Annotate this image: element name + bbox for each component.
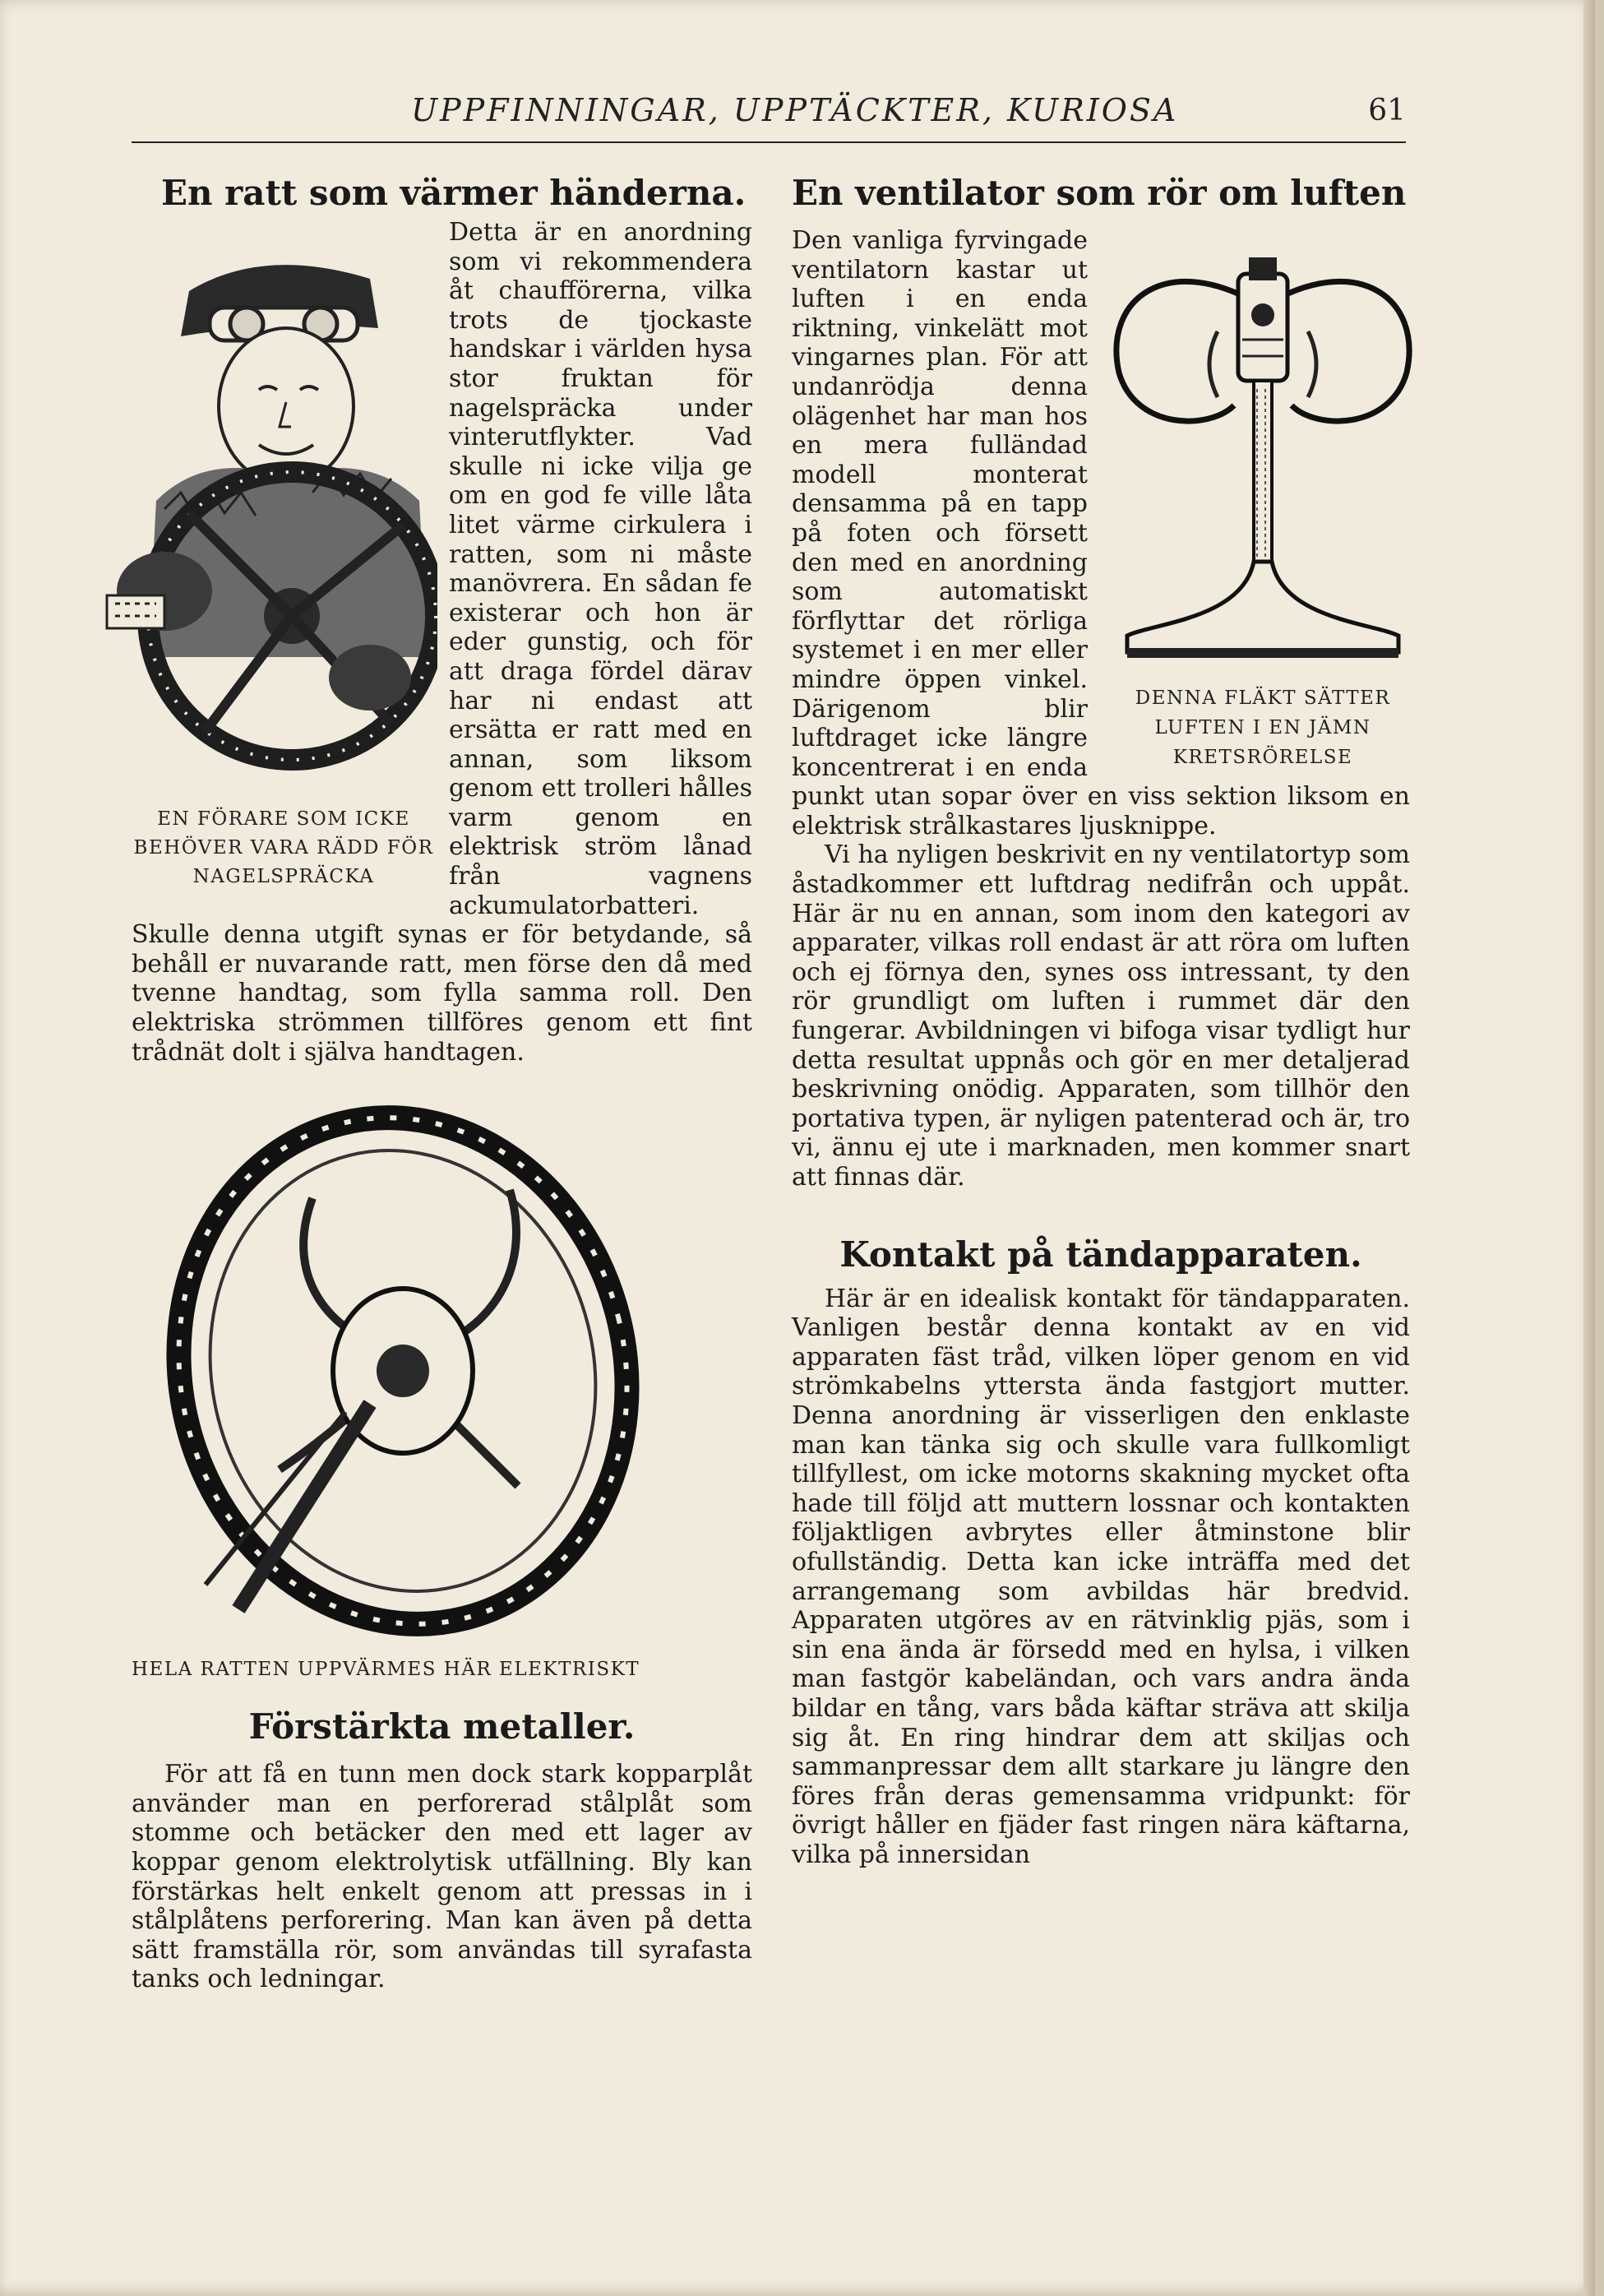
contact-article-text: Här är en idealisk kontakt för tändapparaten. Vanligen består denna kontakt av en vid apparaten fäst tråd, vilken löper genom en vid strömkabelns yttersta ända fastgjort mutter. Denna anordning är visserligen den enklaste man kan tänka sig och skulle vara fullkomligt tillfyllest, om icke motorns skakning mycket ofta hade till följd att muttern lossnar och kontakten följaktligen avbrytes eller åtminstone blir ofullständig. Detta kan icke inträffa med det arrangemang som avbildas här bredvid. Apparaten utgöres av en rätvinklig pjäs, som i sin ena ända är försedd med en hylsa, i vilken man fastgör kabeländan, och vars andra ända bildar en tång, vars båda käftar sträva att skilja sig åt. En ring hindrar dem att skiljas och sammanpressar dem allt starkare ju längre den föres från deras gemensamma vridpunkt: för övrigt håller en fjäder fast ringen nära käftarna, vilka på innersidan: [792, 1284, 1410, 1869]
driver-figure: [99, 229, 437, 891]
metals-article-title: Förstärkta metaller.: [248, 1706, 636, 1747]
fan-article-text-2: Vi ha nyligen beskrivit en ny ventilatortyp som åstadkommer ett luftdrag nedifrån och uppåt. Här är nu en annan, som inom den kategori av apparater, vilkas roll endast är att röra om luften och ej förnya den, synes oss intressant, ty den rör grundligt om luften i rummet där den fungerar. Avbildningen vi bifoga visar tydligt hur detta resultat uppnås och gör en mer detaljerad beskrivning onödig. Apparaten, som tillhör den portativa typen, är nyligen patenterad och är, tro vi, ännu ej ute i marknaden, men kommer snart att finnas där.: [792, 840, 1410, 1192]
running-head: [132, 92, 1406, 143]
fan-article-title: En ventilator som rör om luften: [792, 173, 1407, 213]
steering-article-text: Detta är en anordning som vi rekommendera åt chaufförerna, vilka trots de tjockaste handskar i världen hysa stor fruktan för nagelspräcka under vinterutflykter. Vad skulle ni icke vilja ge om en god fe ville låta litet värme cirkulera i ratten, som ni måste manövrera. En sådan fe existerar och hon är eder gunstig, och för att draga fördel därav har ni endast att ersätta er ratt med en annan, som liksom genom ett trolleri hålles varm genom en elektrisk ström lånad från vagnens ackumulatorbatteri. Skulle denna utgift synas er för betydande, så behåll er nuvarande ratt, men förse den då med tvenne handtag, som fylla samma roll. Den elektriska strömmen tillföres genom ett fint trådnät dolt i själva handtagen.: [132, 218, 752, 1067]
steering-article-title: En ratt som värmer händerna.: [161, 173, 747, 213]
running-head-title: UPPFINNINGAR, UPPTÄCKTER, KURIOSA: [411, 92, 1179, 128]
fan-figure: [1102, 233, 1423, 772]
heated-wheel-illustration: [132, 1091, 752, 1650]
driver-caption: EN FÖRARE SOM ICKE BEHÖVER VARA RÄDD FÖR NAGELSPRÄCKA: [133, 808, 434, 887]
right-column: [792, 169, 1410, 1869]
wheel-caption: HELA RATTEN UPPVÄRMES HÄR ELEKTRISKT: [132, 1659, 640, 1681]
driver-illustration: [99, 229, 437, 805]
fan-caption: DENNA FLÄKT SÄTTER LUFTEN I EN JÄMN KRETSRÖRELSE: [1135, 687, 1391, 768]
page-number: 61: [1368, 94, 1406, 127]
wheel-figure: [132, 1091, 752, 1684]
left-column: [132, 169, 752, 1994]
contact-article-title: Kontakt på tändapparaten.: [839, 1234, 1362, 1275]
metals-article-text: För att få en tunn men dock stark kopparplåt använder man en perforerad stålplåt som stomme och betäcker den med ett lager av koppar genom elektrolytisk utfällning. Bly kan förstärkas helt enkelt genom att pressas in i stålplåtens perforering. Man kan även på detta sätt framställa rör, som användas till syrafasta tanks och ledningar.: [132, 1760, 752, 1994]
page-edge: [1583, 0, 1595, 2296]
fan-illustration: [1102, 233, 1423, 677]
fan-article-text-1: Den vanliga fyrvingade ventilatorn kastar ut luften i en enda riktning, vinkelätt mot vingarnes plan. För att undanrödja denna olägenhet har man hos en mera fulländad modell monterat densamma på en tapp på foten och försett den med en anordning som automatiskt förflyttar det rörliga systemet i en mer eller mindre öppen vinkel. Därigenom blir luftdraget icke längre koncentrerat i en enda punkt utan sopar över en viss sektion liksom en elektrisk strålkastares ljusknippe.: [792, 226, 1410, 840]
